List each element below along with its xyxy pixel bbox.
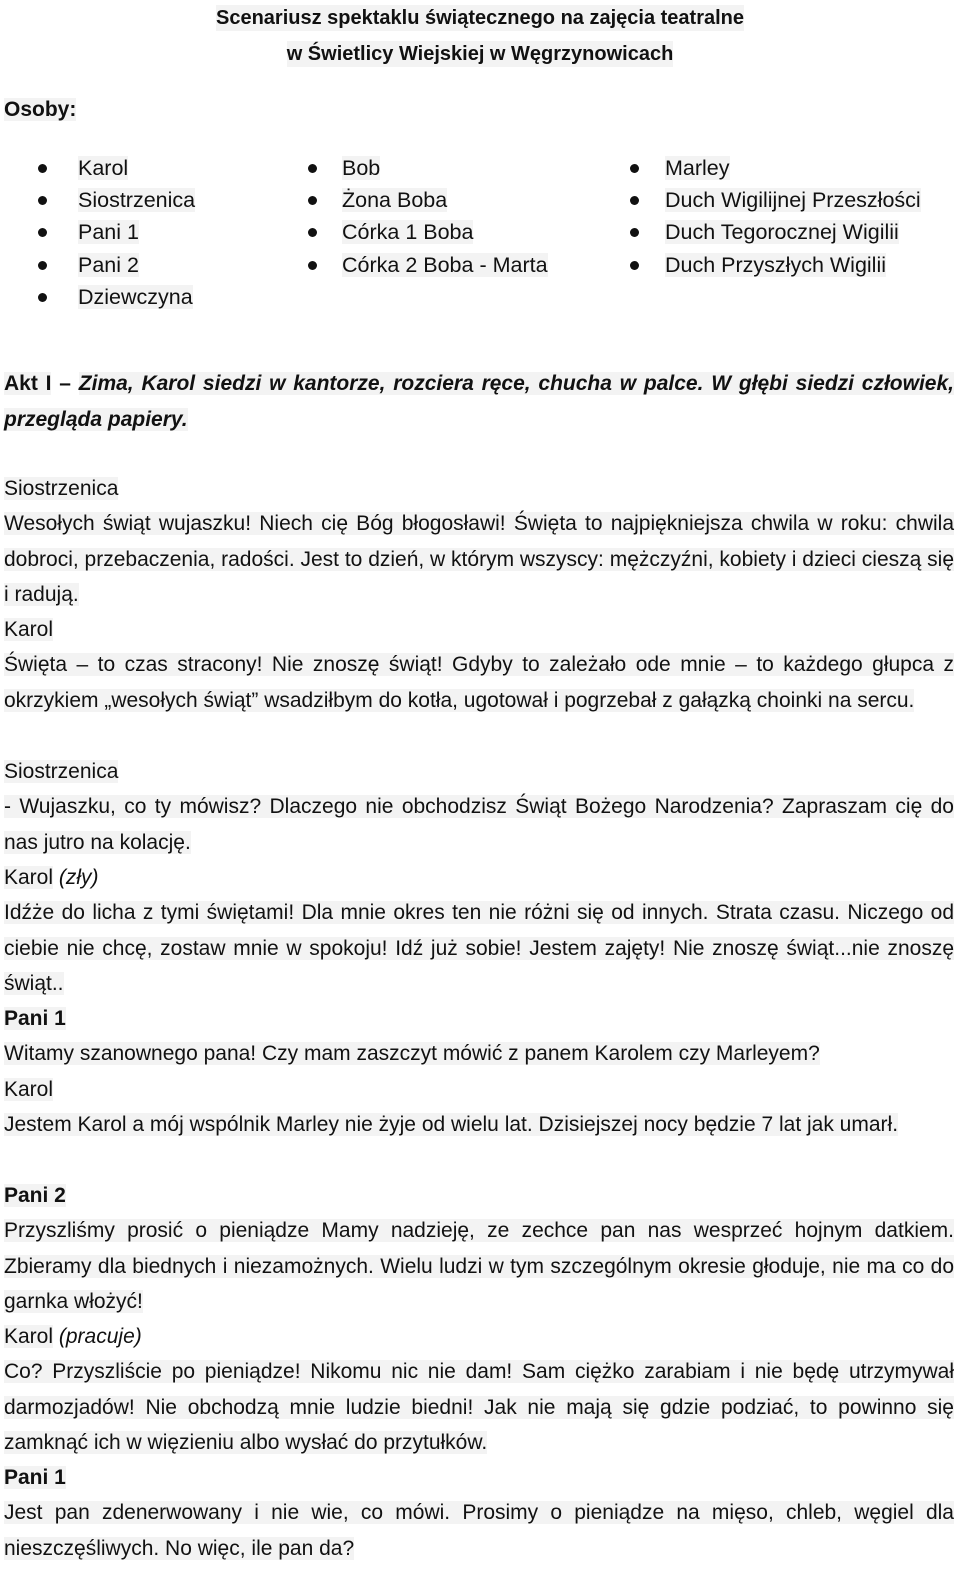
cast-item: Duch Przyszłych Wigilii [630,249,921,281]
cast-column-3 [630,152,921,281]
cast-item: Córka 1 Boba [308,216,548,248]
dialogue-text: Co? Przyszliście po pieniądze! Nikomu nic nie dam! Sam ciężko zarabiam i nie będę utrzymywał darmozjadów! Nie obchodzą mnie ludzie biedni! Jak nie mają się gdzie podziać, to powinno się zamknąć ich w więzieniu albo wysłać do przytułków. [4,1360,954,1454]
bullet-icon [630,164,639,173]
dialogue-entry [4,754,954,860]
speaker-name: Karol (pracuje) [4,1325,142,1348]
document-title-line-1: Scenariusz spektaklu świątecznego na zajęcia teatralne [215,7,744,29]
document-title-line-2: w Świetlicy Wiejskiej w Węgrzynowicach [286,43,674,65]
bullet-icon [308,196,317,205]
dialogue-entry [4,1178,954,1319]
speaker-name: Karol [4,1078,54,1101]
cast-item: Karol [38,152,195,184]
speaker-name: Siostrzenica [4,760,119,783]
bullet-icon [38,261,47,270]
cast-item: Marley [630,152,921,184]
dialogue-entry [4,471,954,612]
cast-item: Dziewczyna [38,281,195,313]
dialogue-entry [4,1319,954,1460]
dialogue-text: Wesołych świąt wujaszku! Niech cię Bóg błogosławi! Święta to najpiękniejsza chwila w roku: chwila dobroci, przebaczenia, radości. Jest to dzień, w którym wszyscy: mężczyźni, kobiety i dzieci cieszą się i radują. [4,512,955,606]
dialogue-text: Przyszliśmy prosić o pieniądze Mamy nadzieję, ze zechce pan nas wesprzeć hojnym datkiem. Zbieramy dla biednych i niezamożnych. Wielu ludzi w tym szczególnym okresie głoduje, nie ma co do garnka włożyć! [4,1219,954,1313]
dialogue-text: Idźże do licha z tymi świętami! Dla mnie okres ten nie różni się od innych. Strata czasu. Niczego od ciebie nie chcę, zostaw mnie w spokoju! Idź już sobie! Jestem zajęty! Nie znoszę świąt...nie znoszę świąt.. [4,901,954,995]
cast-column-2 [308,152,548,281]
cast-item: Żona Boba [308,184,548,216]
dialogue-entry [4,612,954,718]
cast-item: Duch Tegorocznej Wigilii [630,216,921,248]
bullet-icon [630,196,639,205]
speaker-name: Pani 1 [4,1007,66,1030]
bullet-icon [308,164,317,173]
cast-item: Duch Wigilijnej Przeszłości [630,184,921,216]
cast-item: Córka 2 Boba - Marta [308,249,548,281]
bullet-icon [630,261,639,270]
bullet-icon [38,293,47,302]
bullet-icon [38,228,47,237]
act-dash: – [59,372,71,395]
bullet-icon [308,261,317,270]
speaker-name: Pani 1 [4,1466,66,1489]
bullet-icon [630,228,639,237]
dialogue-text: Jestem Karol a mój wspólnik Marley nie żyje od wielu lat. Dzisiejszej nocy będzie 7 lat jak umarł. [4,1113,899,1137]
speaker-name: Siostrzenica [4,477,119,500]
dialogue-text: Jest pan zdenerwowany i nie wie, co mówi. Prosimy o pieniądze na mięso, chleb, węgiel dla nieszczęśliwych. No więc, ile pan da? [4,1501,954,1560]
dialogue-entry [4,1460,954,1566]
stage-direction: (pracuje) [58,1325,142,1348]
dialogue-text: - Wujaszku, co ty mówisz? Dlaczego nie obchodzisz Świąt Bożego Narodzenia? Zapraszam cię do nas jutro na kolację. [4,795,954,854]
bullet-icon [38,164,47,173]
speaker-name: Karol [4,618,54,641]
act-label: Akt I [4,372,52,395]
act-heading [4,366,954,438]
dialogue-text: Święta – to czas stracony! Nie znoszę świąt! Gdyby to zależało ode mnie – to każdego głupca z okrzykiem „wesołych świąt” wsadziłbym do kotła, ugotował i pogrzebał z gałązką choinki na sercu. [4,653,954,712]
stage-direction: (zły) [58,866,99,889]
cast-item: Bob [308,152,548,184]
cast-column-1 [38,152,195,313]
cast-heading: Osoby: [4,98,77,121]
bullet-icon [38,196,47,205]
dialogue-text: Witamy szanownego pana! Czy mam zaszczyt mówić z panem Karolem czy Marleyem? [4,1042,820,1066]
speaker-name: Karol (zły) [4,866,99,889]
bullet-icon [308,228,317,237]
speaker-name: Pani 2 [4,1184,66,1207]
cast-item: Siostrzenica [38,184,195,216]
dialogue-entry [4,1001,954,1072]
cast-item: Pani 1 [38,216,195,248]
dialogue-entry [4,1072,954,1143]
dialogue-entry [4,860,954,1001]
cast-item: Pani 2 [38,249,195,281]
act-description: Zima, Karol siedzi w kantorze, rozciera ręce, chucha w palce. W głębi siedzi człowiek, przegląda papiery. [4,372,954,431]
